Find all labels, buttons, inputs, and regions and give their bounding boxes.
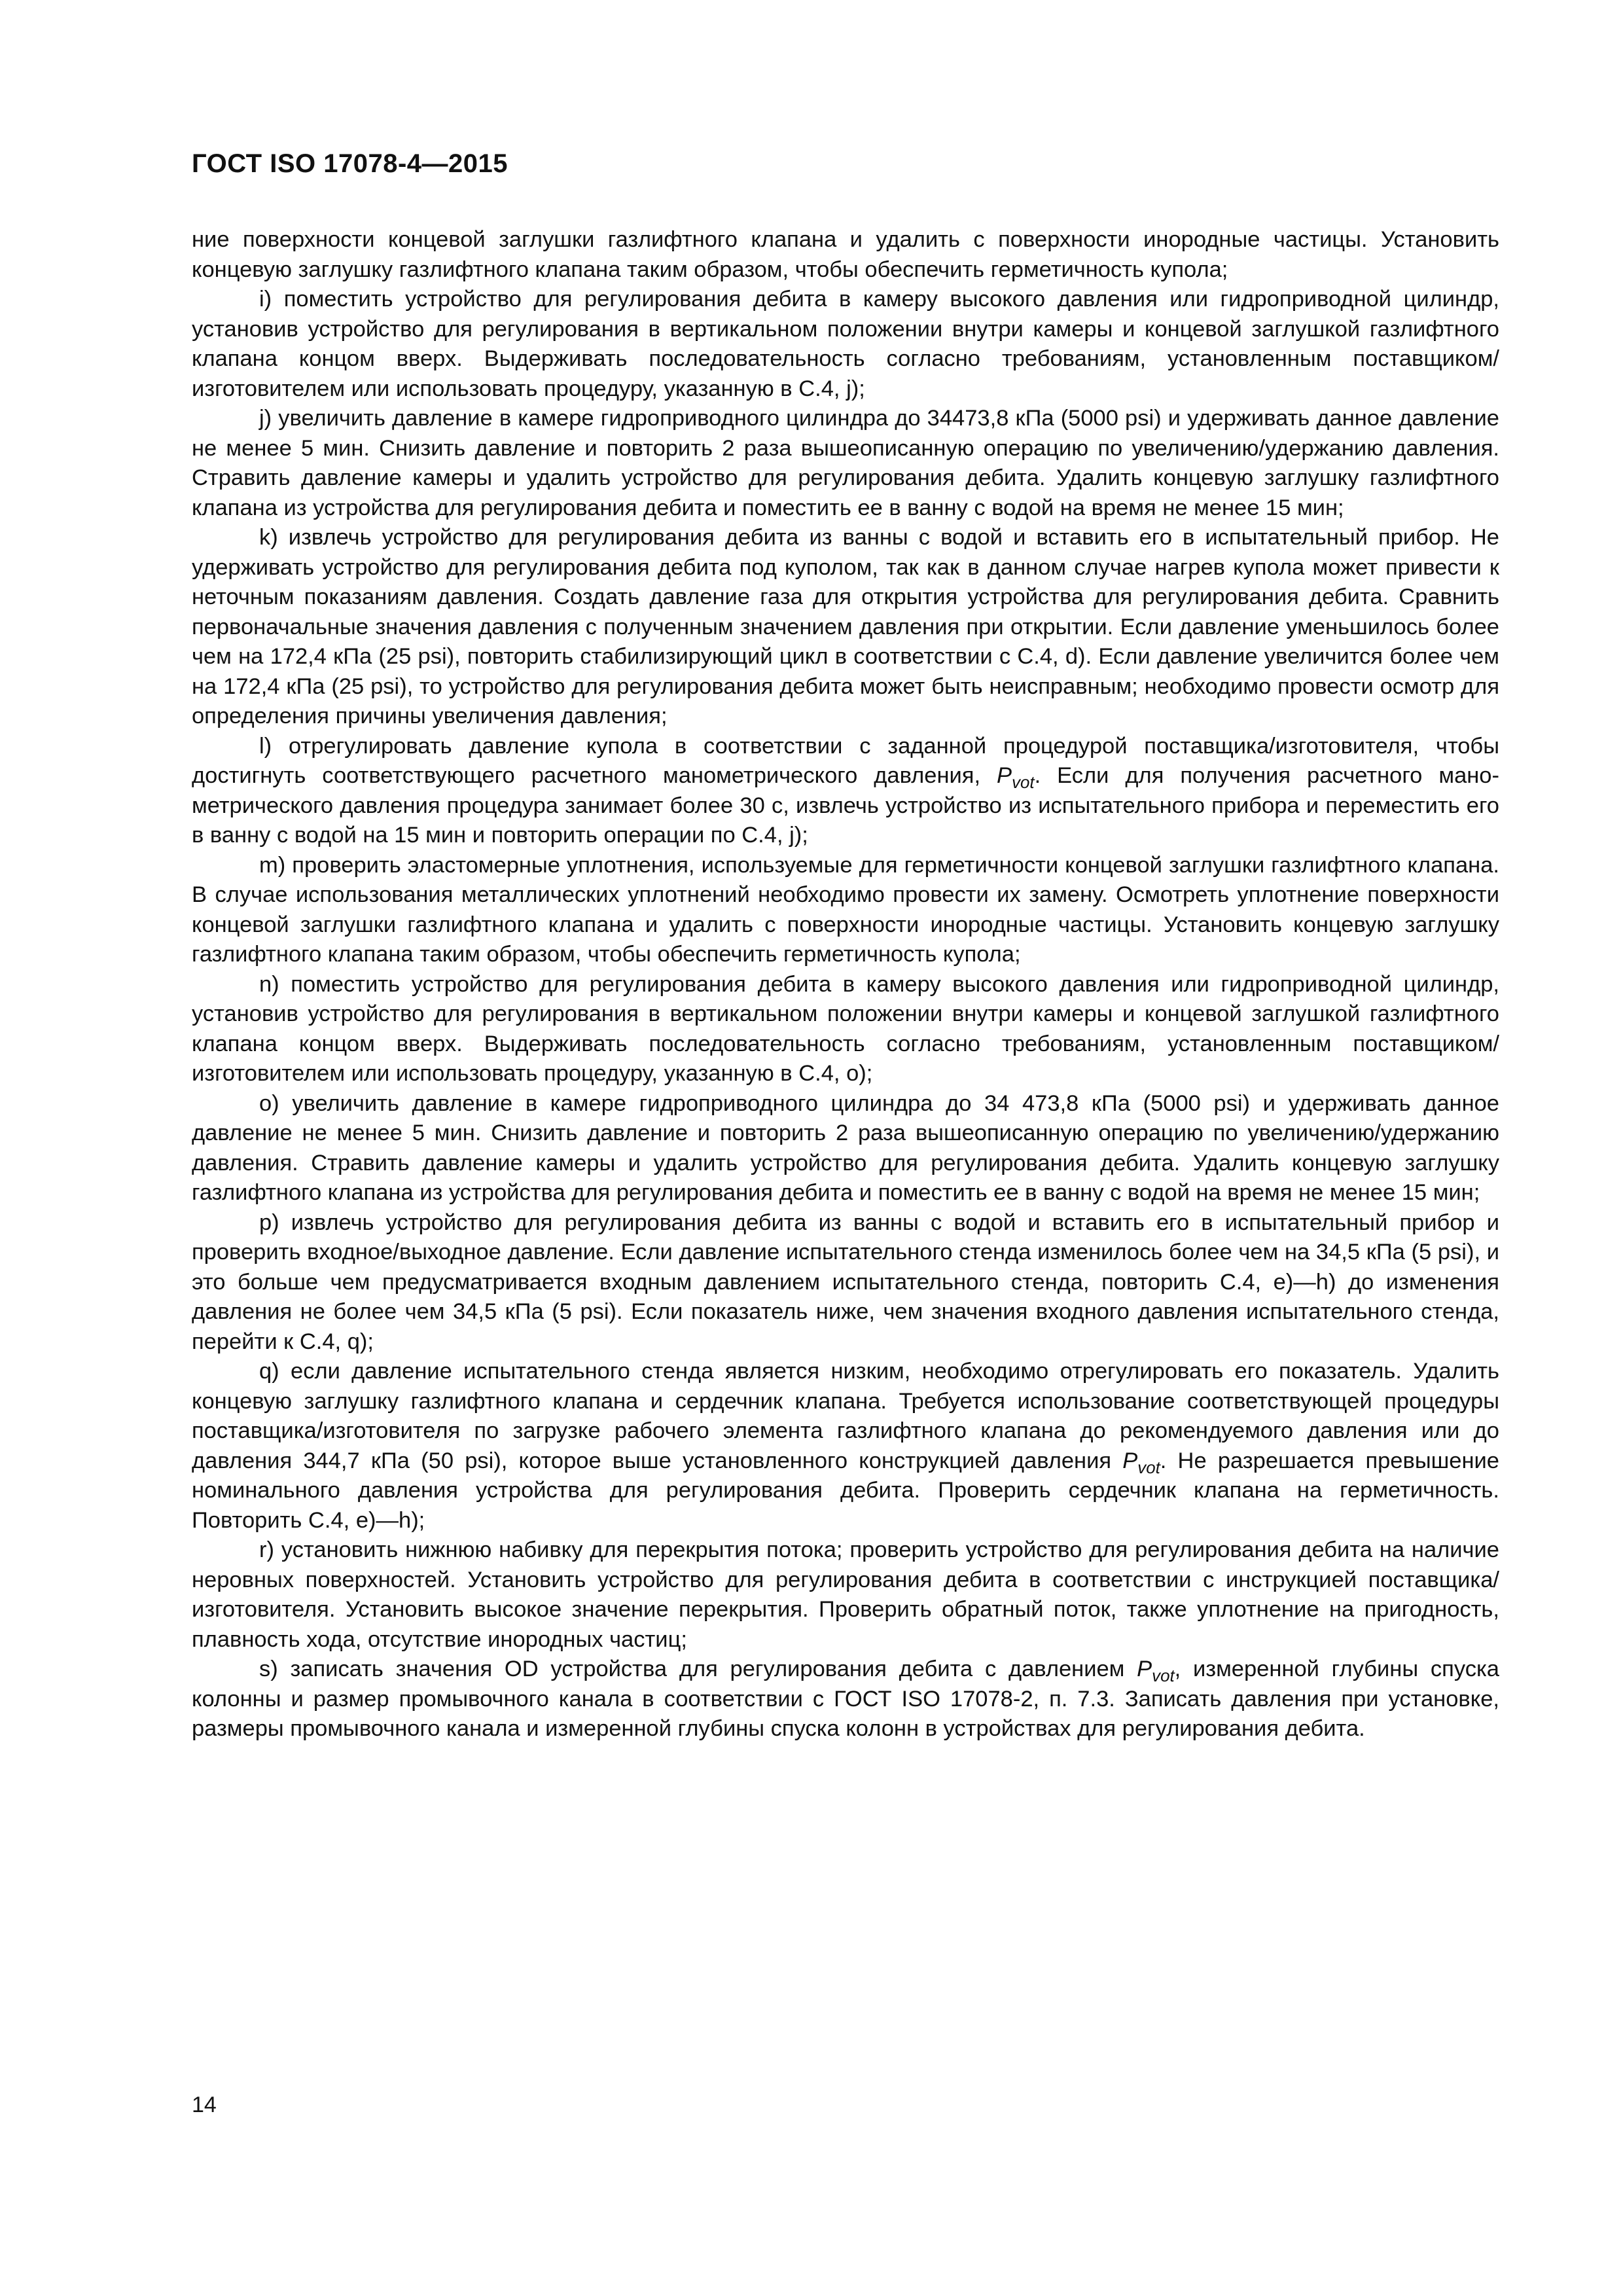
paragraph-item-n: n) поместить устройство для регулирования дебита в камеру высокого давления или гидроприводной цилиндр, установив устройство для регулирования в вертикальном положении внутри камеры и концевой заглушкой газлифтного клапана концом вверх. Выдерживать последовательность согласно требованиям, установленным поставщиком/изготовителем или использовать процедуру, указанную в С.4, о); [192,971,1499,1086]
paragraph-item-q [192,1357,1499,1535]
paragraph-item-j: j) увеличить давление в камере гидроприводного цилиндра до 34473,8 кПа (5000 psi) и удерживать данное давление не менее 5 мин. Снизить давление и повторить 2 раза вышеописанную операцию по увеличению/удержанию давления. Стравить давление камеры и удалить устройство для регулирования дебита. Удалить концевую заглушку газлифтного клапана из устройства для регулирования дебита и поместить ее в ванну с водой на время не менее 15 мин; [192,406,1499,520]
paragraph-text: l) отрегулировать давление купола в соответствии с заданной процедурой поставщика/изготовителя, чтобы достигнуть соответствующего расчетного манометрического давления, [192,733,1499,788]
paragraph-item-k: k) извлечь устройство для регулирования дебита из ванны с водой и вставить его в испытательный прибор. Не удерживать устройство для регулирования дебита под куполом, так как в данном случае нагрев купола может привести к неточным показаниям давления. Создать давление газа для открытия устройства для регулирования дебита. Сравнить первоначальные значения давления с полученным значением давления при открытии. Если давление уменьшилось более чем на 172,4 кПа (25 psi), повторить стабилизирующий цикл в соответствии с С.4, d). Если давление увеличится более чем на 172,4 кПа (25 psi), то устройство для регулирования дебита может быть неисправным; необходимо провести осмотр для определения причины увеличения давления; [192,525,1499,728]
document-body [192,225,1499,1744]
paragraph-item-l [192,732,1499,851]
paragraph-text: . Не разрешается превышение номинального давления устройства для регулирования дебита. Проверить сердечник клапана на герметичность. Повторить С.4, е)—h); [192,1448,1499,1533]
paragraph-item-p: р) извлечь устройство для регулирования дебита из ванны с водой и вставить его в испытательный прибор и проверить входное/выходное давление. Если давление испытательного стенда изменилось более чем на 34,5 кПа (5 psi), и это больше чем предусматривается входным давлением испытательного стенда, повторить С.4, е)—h) до изменения давления не более чем 34,5 кПа (5 psi). Если показатель ниже, чем значения входного давления испытательного стенда, перейти к С.4, q); [192,1210,1499,1354]
paragraph-text: , измеренной глубины спуска колонны и размер промывочного канала в соответствии с ГОСТ ISO 17078-2, п. 7.3. Записать давления при установке, размеры промывочного канала и измеренной глубины спуска колонн в устройствах для регулирования дебита. [192,1657,1499,1741]
page-number: 14 [192,2092,217,2117]
paragraph-text: q) если давление испытательного стенда является низким, необходимо отрегулировать его показатель. Удалить концевую заглушку газлифтного клапана и сердечник клапана. Требуется использование соответствующей процедуры поставщика/изготовителя по загрузке рабочего элемента газлифтного клапана до рекомендуемого давления или до давления 344,7 кПа (50 psi), которое выше установленного конструкцией давления [192,1359,1499,1473]
paragraph-text: s) записать значения OD устройства для регулирования дебита с давлением [259,1657,1137,1681]
pressure-symbol: $P_{vot}$ [1137,1657,1175,1685]
pressure-symbol: $P_{vot}$ [997,763,1035,792]
paragraph-text: . Если для получения расчетного манометрического давления процедура занимает более 30 с, извлечь устройство из испытательного прибора и переместить его в ванну с водой на 15 мин и повторить операции по С.4, j); [192,763,1499,848]
paragraph-item-s [192,1655,1499,1744]
paragraph-item-i: i) поместить устройство для регулирования дебита в камеру высокого давления или гидроприводной цилиндр, установив устройство для регулирования в вертикальном положении внутри камеры и концевой заглушкой газлифтного клапана концом вверх. Выдерживать последовательность согласно требованиям, установленным поставщиком/изготовителем или использовать процедуру, указанную в С.4, j); [192,287,1499,401]
paragraph-item-o: о) увеличить давление в камере гидроприводного цилиндра до 34 473,8 кПа (5000 psi) и удерживать данное давление не менее 5 мин. Снизить давление и повторить 2 раза вышеописанную операцию по увеличению/удержанию давления. Стравить давление камеры и удалить устройство для регулирования дебита. Удалить концевую заглушку газлифтного клапана из устройства для регулирования дебита и поместить ее в ванну с водой на время не менее 15 мин; [192,1090,1499,1205]
document-header: ГОСТ ISO 17078-4—2015 [192,149,508,178]
paragraph-item-r: r) установить нижнюю набивку для перекрытия потока; проверить устройство для регулирования дебита на наличие неровных поверхностей. Установить устройство для регулирования дебита в соответствии с инструкцией поставщика/изготовителя. Установить высокое значение перекрытия. Проверить обратный поток, также уплотнение на пригодность, плавность хода, отсутствие инородных частиц; [192,1537,1499,1652]
paragraph-item-m: m) проверить эластомерные уплотнения, используемые для герметичности концевой заглушки газлифтного клапана. В случае использования металлических уплотнений необходимо провести их замену. Осмотреть уплотнение поверхности концевой заглушки газлифтного клапана и удалить с поверхности инородные частицы. Установить концевую заглушку газлифтного клапана таким образом, чтобы обеспечить герметичность купола; [192,852,1499,967]
paragraph-continuation: ние поверхности концевой заглушки газлифтного клапана и удалить с поверхности инородные частицы. Установить концевую заглушку газлифтного клапана таким образом, чтобы обеспечить герметичность купола; [192,227,1499,282]
pressure-symbol: $P_{vot}$ [1122,1448,1160,1477]
